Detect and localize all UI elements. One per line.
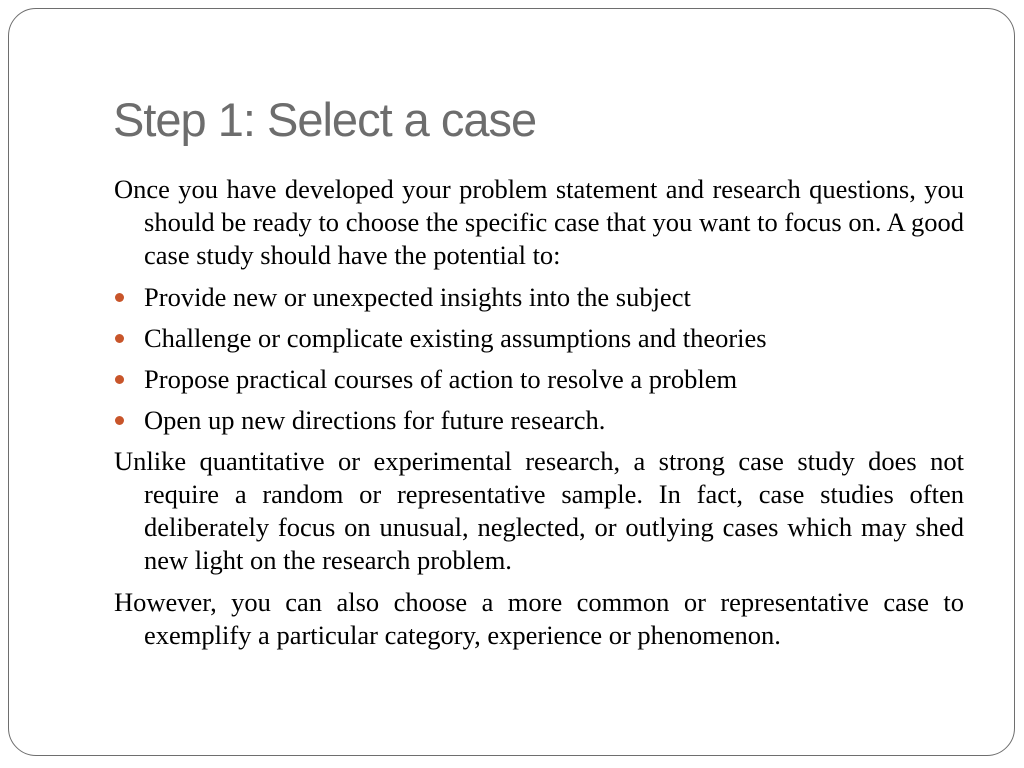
slide-title: Step 1: Select a case (113, 93, 537, 146)
body-paragraph-sampling: Unlike quantitative or experimental research, a strong case study does not require a random or representative sample. In fact, case studies often deliberately focus on unusual, neglected, or outlying cases which may shed new light on the research problem. (114, 446, 964, 575)
bullet-item (114, 404, 964, 437)
bullet-dot-icon (115, 416, 124, 425)
bullet-dot-icon (115, 293, 124, 302)
slide-frame (8, 8, 1015, 756)
bullet-item (114, 363, 964, 396)
bullet-text: Challenge or complicate existing assumptions and theories (144, 323, 767, 353)
bullet-text: Provide new or unexpected insights into the subject (144, 282, 691, 312)
bullet-dot-icon (115, 334, 124, 343)
slide-body (114, 173, 964, 661)
bullet-text: Propose practical courses of action to resolve a problem (144, 364, 738, 394)
bullet-list (114, 281, 964, 437)
bullet-item (114, 281, 964, 314)
intro-paragraph: Once you have developed your problem statement and research questions, you should be ready to choose the specific case that you want to focus on. A good case study should have the potential to: (114, 174, 964, 270)
bullet-item (114, 322, 964, 355)
body-paragraph-common-case: However, you can also choose a more common or representative case to exemplify a particular category, experience or phenomenon. (114, 587, 964, 650)
bullet-text: Open up new directions for future research. (144, 405, 606, 435)
bullet-dot-icon (115, 375, 124, 384)
